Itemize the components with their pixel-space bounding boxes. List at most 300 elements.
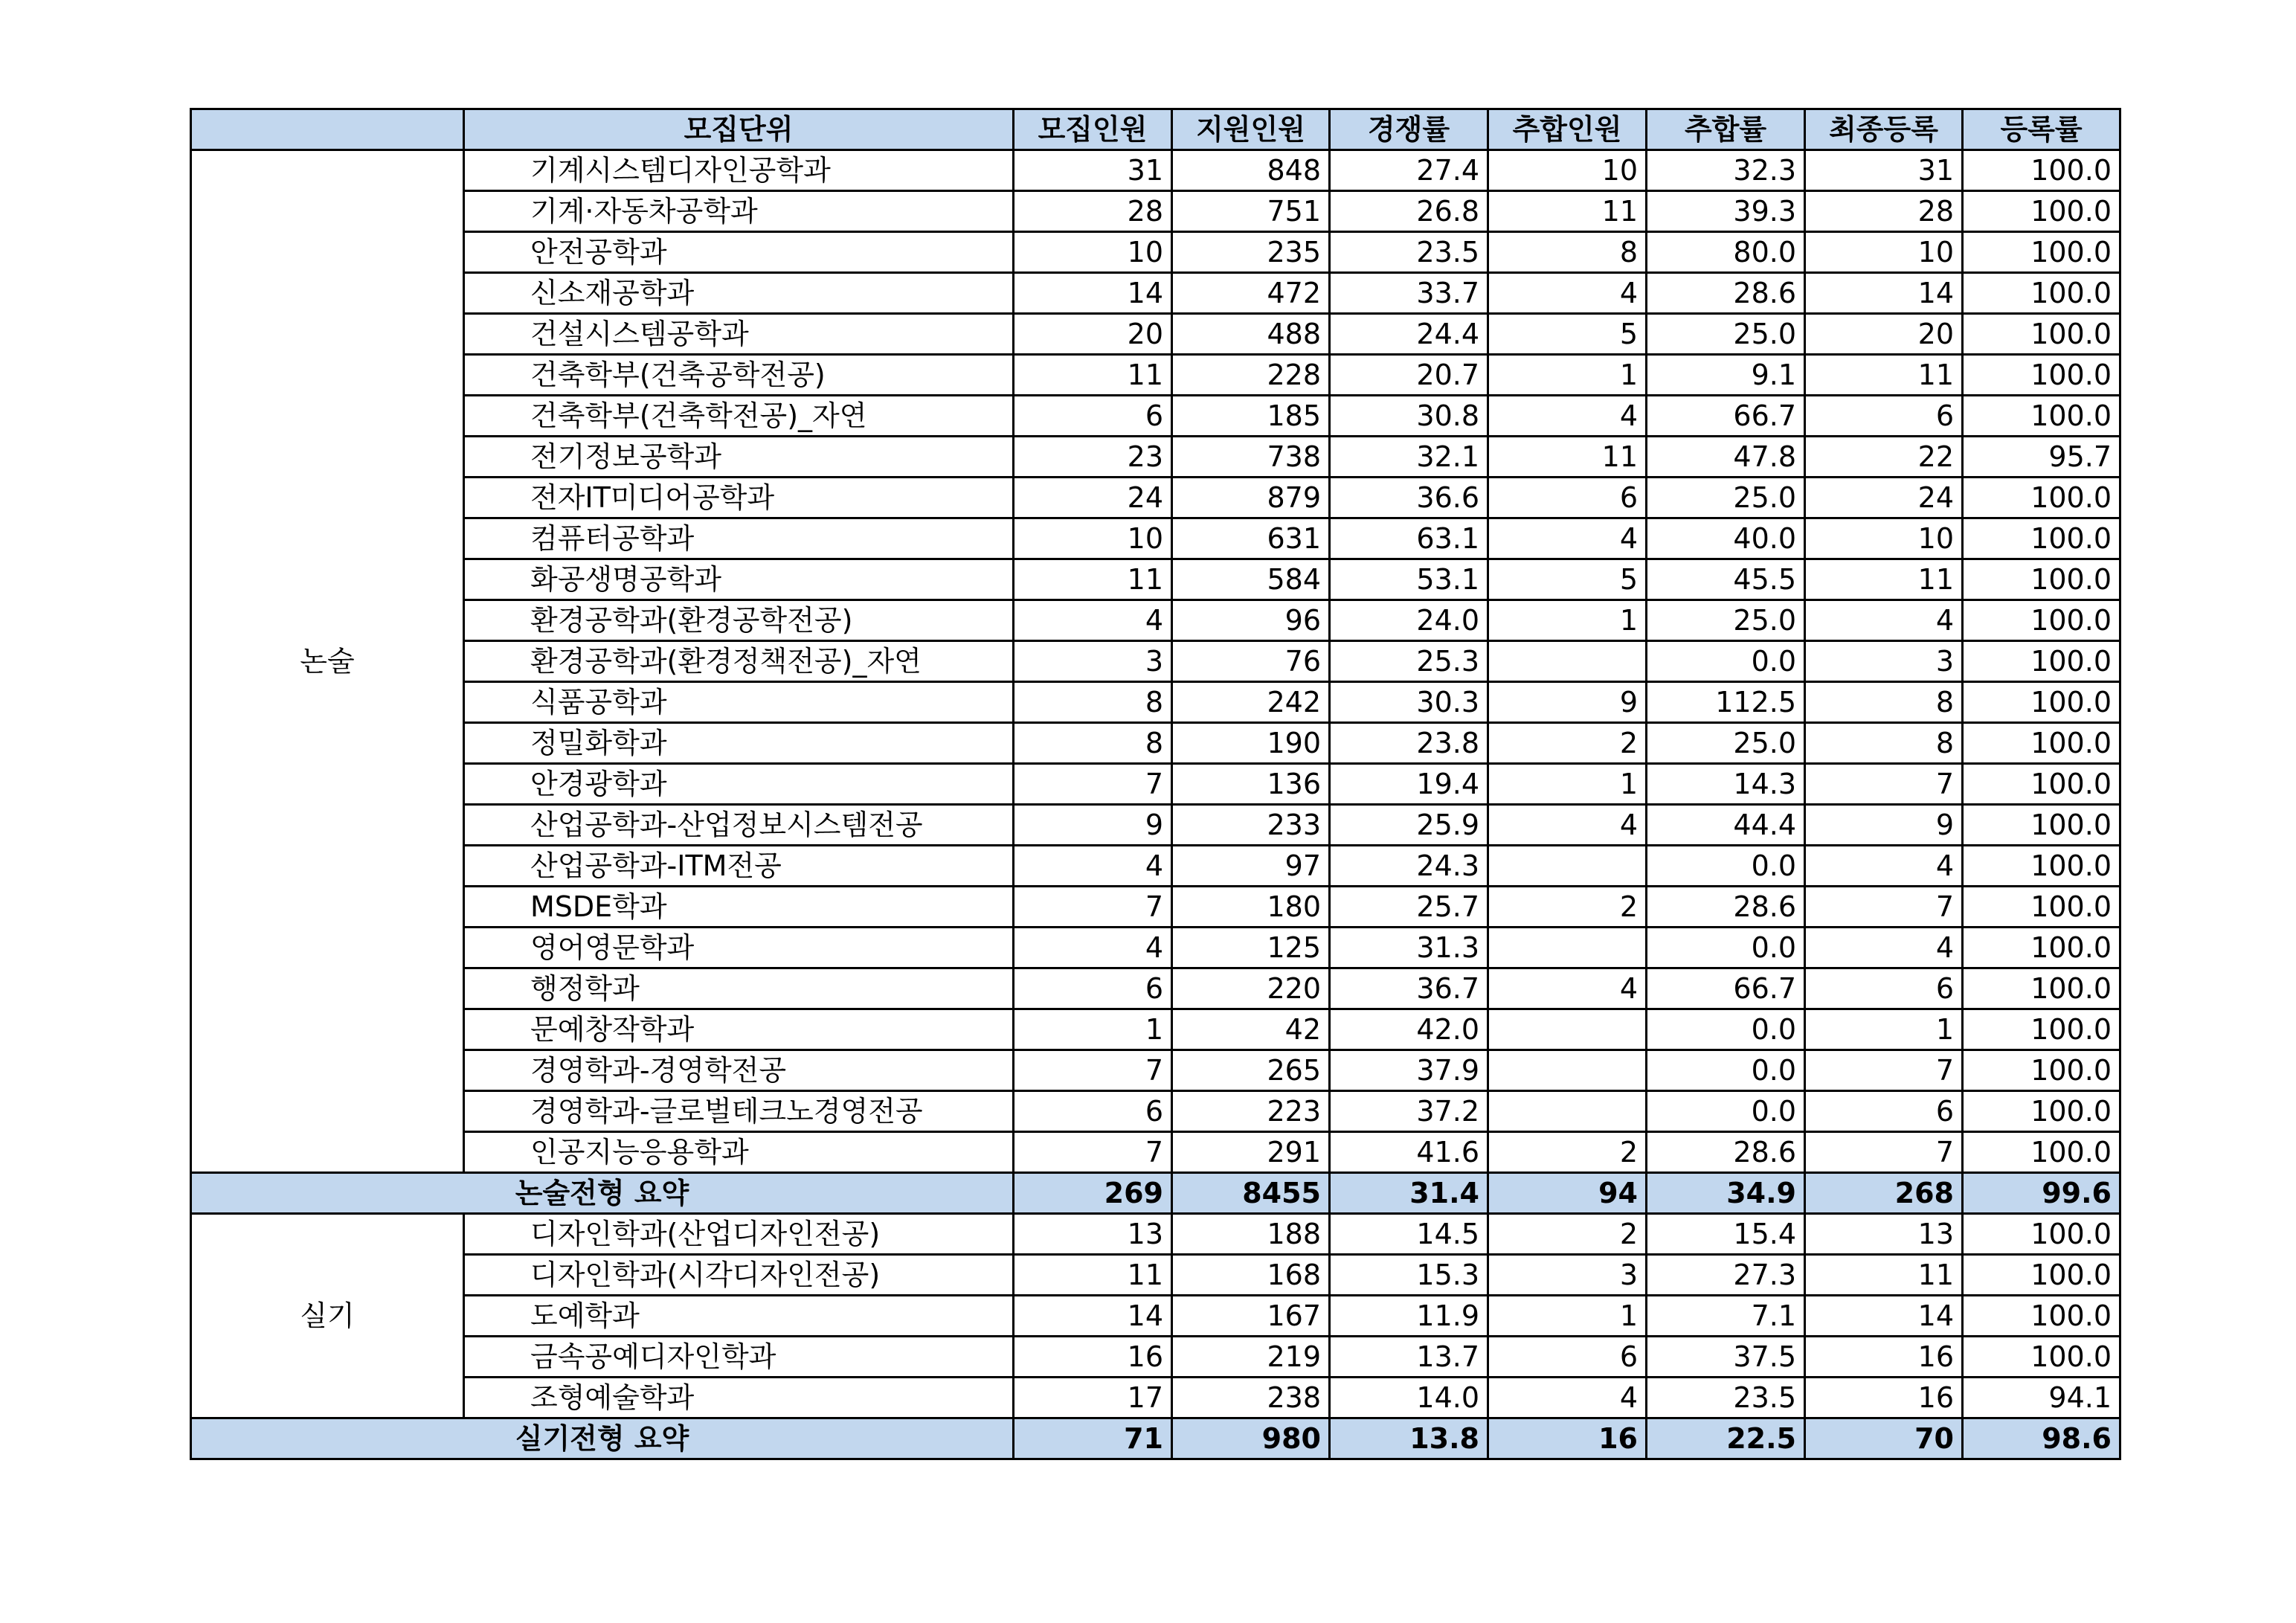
quota-cell: 4 bbox=[1014, 928, 1172, 968]
quota-cell: 4 bbox=[1014, 846, 1172, 887]
extra-admits-cell: 9 bbox=[1488, 682, 1647, 723]
quota-cell: 4 bbox=[1014, 600, 1172, 641]
unit-cell: 기계·자동차공학과 bbox=[464, 191, 1014, 232]
table-row bbox=[191, 600, 2120, 641]
unit-cell: 화공생명공학과 bbox=[464, 559, 1014, 600]
applicants-cell: 167 bbox=[1172, 1296, 1330, 1337]
final-registered-cell: 6 bbox=[1805, 396, 1963, 437]
unit-cell: 금속공예디자인학과 bbox=[464, 1337, 1014, 1378]
table-row bbox=[191, 1378, 2120, 1418]
extra-admits-cell: 8 bbox=[1488, 232, 1647, 273]
final-registered-cell: 6 bbox=[1805, 1091, 1963, 1132]
category-cell: 실기 bbox=[191, 1214, 464, 1418]
summary-applicants-cell: 8455 bbox=[1172, 1173, 1330, 1214]
extra-rate-cell: 9.1 bbox=[1647, 355, 1805, 396]
applicants-cell: 228 bbox=[1172, 355, 1330, 396]
header-final-registered: 최종등록 bbox=[1805, 109, 1963, 150]
extra-admits-cell: 2 bbox=[1488, 887, 1647, 928]
registration-rate-cell: 100.0 bbox=[1963, 559, 2120, 600]
competition-cell: 33.7 bbox=[1330, 273, 1488, 314]
final-registered-cell: 7 bbox=[1805, 887, 1963, 928]
extra-rate-cell: 0.0 bbox=[1647, 1091, 1805, 1132]
unit-cell: 전자IT미디어공학과 bbox=[464, 478, 1014, 518]
unit-cell: 건축학부(건축공학전공) bbox=[464, 355, 1014, 396]
extra-admits-cell: 4 bbox=[1488, 273, 1647, 314]
header-registration-rate: 등록률 bbox=[1963, 109, 2120, 150]
header-row bbox=[191, 109, 2120, 150]
competition-cell: 25.3 bbox=[1330, 641, 1488, 682]
extra-admits-cell bbox=[1488, 846, 1647, 887]
table-row bbox=[191, 1009, 2120, 1050]
competition-cell: 63.1 bbox=[1330, 518, 1488, 559]
unit-cell: 디자인학과(시각디자인전공) bbox=[464, 1255, 1014, 1296]
extra-admits-cell bbox=[1488, 928, 1647, 968]
extra-rate-cell: 0.0 bbox=[1647, 928, 1805, 968]
extra-admits-cell: 1 bbox=[1488, 355, 1647, 396]
summary-final-registered-cell: 70 bbox=[1805, 1418, 1963, 1459]
unit-cell: 건설시스템공학과 bbox=[464, 314, 1014, 355]
registration-rate-cell: 100.0 bbox=[1963, 273, 2120, 314]
quota-cell: 6 bbox=[1014, 968, 1172, 1009]
registration-rate-cell: 100.0 bbox=[1963, 355, 2120, 396]
unit-cell: 건축학부(건축학전공)_자연 bbox=[464, 396, 1014, 437]
final-registered-cell: 8 bbox=[1805, 723, 1963, 764]
competition-cell: 24.0 bbox=[1330, 600, 1488, 641]
applicants-cell: 848 bbox=[1172, 150, 1330, 191]
extra-admits-cell: 5 bbox=[1488, 314, 1647, 355]
table-row bbox=[191, 437, 2120, 478]
table-row bbox=[191, 191, 2120, 232]
extra-admits-cell: 10 bbox=[1488, 150, 1647, 191]
quota-cell: 8 bbox=[1014, 682, 1172, 723]
unit-cell: 경영학과-경영학전공 bbox=[464, 1050, 1014, 1091]
table-row bbox=[191, 314, 2120, 355]
quota-cell: 1 bbox=[1014, 1009, 1172, 1050]
extra-admits-cell bbox=[1488, 641, 1647, 682]
unit-cell: 조형예술학과 bbox=[464, 1378, 1014, 1418]
extra-rate-cell: 25.0 bbox=[1647, 314, 1805, 355]
extra-rate-cell: 44.4 bbox=[1647, 805, 1805, 846]
registration-rate-cell: 100.0 bbox=[1963, 150, 2120, 191]
applicants-cell: 190 bbox=[1172, 723, 1330, 764]
quota-cell: 11 bbox=[1014, 355, 1172, 396]
competition-cell: 36.7 bbox=[1330, 968, 1488, 1009]
unit-cell: MSDE학과 bbox=[464, 887, 1014, 928]
applicants-cell: 472 bbox=[1172, 273, 1330, 314]
competition-cell: 36.6 bbox=[1330, 478, 1488, 518]
table-row bbox=[191, 150, 2120, 191]
unit-cell: 식품공학과 bbox=[464, 682, 1014, 723]
extra-rate-cell: 25.0 bbox=[1647, 723, 1805, 764]
final-registered-cell: 20 bbox=[1805, 314, 1963, 355]
competition-cell: 25.7 bbox=[1330, 887, 1488, 928]
unit-cell: 기계시스템디자인공학과 bbox=[464, 150, 1014, 191]
table-row bbox=[191, 887, 2120, 928]
competition-cell: 30.3 bbox=[1330, 682, 1488, 723]
final-registered-cell: 14 bbox=[1805, 273, 1963, 314]
registration-rate-cell: 100.0 bbox=[1963, 764, 2120, 805]
competition-cell: 25.9 bbox=[1330, 805, 1488, 846]
registration-rate-cell: 100.0 bbox=[1963, 232, 2120, 273]
final-registered-cell: 13 bbox=[1805, 1214, 1963, 1255]
applicants-cell: 136 bbox=[1172, 764, 1330, 805]
applicants-cell: 751 bbox=[1172, 191, 1330, 232]
quota-cell: 7 bbox=[1014, 887, 1172, 928]
extra-admits-cell: 6 bbox=[1488, 478, 1647, 518]
final-registered-cell: 6 bbox=[1805, 968, 1963, 1009]
table-row bbox=[191, 1050, 2120, 1091]
extra-rate-cell: 7.1 bbox=[1647, 1296, 1805, 1337]
extra-rate-cell: 0.0 bbox=[1647, 1050, 1805, 1091]
header-applicants: 지원인원 bbox=[1172, 109, 1330, 150]
applicants-cell: 242 bbox=[1172, 682, 1330, 723]
registration-rate-cell: 100.0 bbox=[1963, 928, 2120, 968]
extra-rate-cell: 32.3 bbox=[1647, 150, 1805, 191]
unit-cell: 환경공학과(환경정책전공)_자연 bbox=[464, 641, 1014, 682]
summary-quota-cell: 269 bbox=[1014, 1173, 1172, 1214]
summary-competition-cell: 31.4 bbox=[1330, 1173, 1488, 1214]
admission-results-table bbox=[190, 108, 2121, 1460]
final-registered-cell: 7 bbox=[1805, 1050, 1963, 1091]
quota-cell: 31 bbox=[1014, 150, 1172, 191]
header-extra-admits: 추합인원 bbox=[1488, 109, 1647, 150]
competition-cell: 19.4 bbox=[1330, 764, 1488, 805]
table-row bbox=[191, 559, 2120, 600]
extra-admits-cell: 11 bbox=[1488, 437, 1647, 478]
final-registered-cell: 24 bbox=[1805, 478, 1963, 518]
registration-rate-cell: 100.0 bbox=[1963, 887, 2120, 928]
table-row bbox=[191, 396, 2120, 437]
extra-admits-cell: 4 bbox=[1488, 1378, 1647, 1418]
applicants-cell: 265 bbox=[1172, 1050, 1330, 1091]
extra-admits-cell: 6 bbox=[1488, 1337, 1647, 1378]
registration-rate-cell: 100.0 bbox=[1963, 1214, 2120, 1255]
registration-rate-cell: 100.0 bbox=[1963, 1132, 2120, 1173]
registration-rate-cell: 100.0 bbox=[1963, 314, 2120, 355]
table-row bbox=[191, 232, 2120, 273]
unit-cell: 산업공학과-ITM전공 bbox=[464, 846, 1014, 887]
final-registered-cell: 8 bbox=[1805, 682, 1963, 723]
registration-rate-cell: 95.7 bbox=[1963, 437, 2120, 478]
unit-cell: 인공지능응용학과 bbox=[464, 1132, 1014, 1173]
final-registered-cell: 4 bbox=[1805, 600, 1963, 641]
table-row bbox=[191, 1132, 2120, 1173]
unit-cell: 디자인학과(산업디자인전공) bbox=[464, 1214, 1014, 1255]
final-registered-cell: 22 bbox=[1805, 437, 1963, 478]
quota-cell: 13 bbox=[1014, 1214, 1172, 1255]
applicants-cell: 180 bbox=[1172, 887, 1330, 928]
summary-label: 논술전형 요약 bbox=[191, 1173, 1014, 1214]
unit-cell: 영어영문학과 bbox=[464, 928, 1014, 968]
table-row bbox=[191, 1296, 2120, 1337]
header-category bbox=[191, 109, 464, 150]
final-registered-cell: 4 bbox=[1805, 846, 1963, 887]
unit-cell: 신소재공학과 bbox=[464, 273, 1014, 314]
quota-cell: 10 bbox=[1014, 232, 1172, 273]
competition-cell: 14.0 bbox=[1330, 1378, 1488, 1418]
table-row bbox=[191, 478, 2120, 518]
quota-cell: 14 bbox=[1014, 1296, 1172, 1337]
final-registered-cell: 7 bbox=[1805, 764, 1963, 805]
final-registered-cell: 11 bbox=[1805, 559, 1963, 600]
registration-rate-cell: 100.0 bbox=[1963, 805, 2120, 846]
table-row bbox=[191, 968, 2120, 1009]
unit-cell: 전기정보공학과 bbox=[464, 437, 1014, 478]
applicants-cell: 96 bbox=[1172, 600, 1330, 641]
competition-cell: 42.0 bbox=[1330, 1009, 1488, 1050]
extra-admits-cell: 4 bbox=[1488, 968, 1647, 1009]
competition-cell: 26.8 bbox=[1330, 191, 1488, 232]
competition-cell: 32.1 bbox=[1330, 437, 1488, 478]
applicants-cell: 488 bbox=[1172, 314, 1330, 355]
extra-rate-cell: 28.6 bbox=[1647, 273, 1805, 314]
extra-admits-cell bbox=[1488, 1009, 1647, 1050]
extra-rate-cell: 66.7 bbox=[1647, 968, 1805, 1009]
quota-cell: 17 bbox=[1014, 1378, 1172, 1418]
final-registered-cell: 1 bbox=[1805, 1009, 1963, 1050]
extra-admits-cell: 3 bbox=[1488, 1255, 1647, 1296]
header-quota: 모집인원 bbox=[1014, 109, 1172, 150]
extra-admits-cell: 11 bbox=[1488, 191, 1647, 232]
applicants-cell: 76 bbox=[1172, 641, 1330, 682]
final-registered-cell: 11 bbox=[1805, 355, 1963, 396]
competition-cell: 14.5 bbox=[1330, 1214, 1488, 1255]
quota-cell: 23 bbox=[1014, 437, 1172, 478]
final-registered-cell: 10 bbox=[1805, 518, 1963, 559]
unit-cell: 문예창작학과 bbox=[464, 1009, 1014, 1050]
registration-rate-cell: 100.0 bbox=[1963, 1255, 2120, 1296]
quota-cell: 11 bbox=[1014, 559, 1172, 600]
registration-rate-cell: 100.0 bbox=[1963, 396, 2120, 437]
final-registered-cell: 14 bbox=[1805, 1296, 1963, 1337]
applicants-cell: 185 bbox=[1172, 396, 1330, 437]
applicants-cell: 238 bbox=[1172, 1378, 1330, 1418]
summary-competition-cell: 13.8 bbox=[1330, 1418, 1488, 1459]
summary-extra-rate-cell: 22.5 bbox=[1647, 1418, 1805, 1459]
extra-rate-cell: 28.6 bbox=[1647, 1132, 1805, 1173]
registration-rate-cell: 100.0 bbox=[1963, 1337, 2120, 1378]
extra-rate-cell: 40.0 bbox=[1647, 518, 1805, 559]
final-registered-cell: 3 bbox=[1805, 641, 1963, 682]
applicants-cell: 42 bbox=[1172, 1009, 1330, 1050]
summary-extra-admits-cell: 94 bbox=[1488, 1173, 1647, 1214]
table-row bbox=[191, 1337, 2120, 1378]
table-row bbox=[191, 723, 2120, 764]
unit-cell: 도예학과 bbox=[464, 1296, 1014, 1337]
quota-cell: 3 bbox=[1014, 641, 1172, 682]
summary-row bbox=[191, 1173, 2120, 1214]
quota-cell: 28 bbox=[1014, 191, 1172, 232]
summary-applicants-cell: 980 bbox=[1172, 1418, 1330, 1459]
quota-cell: 7 bbox=[1014, 1050, 1172, 1091]
competition-cell: 37.2 bbox=[1330, 1091, 1488, 1132]
applicants-cell: 631 bbox=[1172, 518, 1330, 559]
registration-rate-cell: 94.1 bbox=[1963, 1378, 2120, 1418]
competition-cell: 24.4 bbox=[1330, 314, 1488, 355]
table-row bbox=[191, 641, 2120, 682]
table-row bbox=[191, 805, 2120, 846]
applicants-cell: 235 bbox=[1172, 232, 1330, 273]
table-body bbox=[191, 150, 2120, 1459]
table-row bbox=[191, 355, 2120, 396]
table-row bbox=[191, 273, 2120, 314]
applicants-cell: 879 bbox=[1172, 478, 1330, 518]
applicants-cell: 584 bbox=[1172, 559, 1330, 600]
extra-rate-cell: 0.0 bbox=[1647, 641, 1805, 682]
extra-rate-cell: 39.3 bbox=[1647, 191, 1805, 232]
final-registered-cell: 16 bbox=[1805, 1378, 1963, 1418]
competition-cell: 27.4 bbox=[1330, 150, 1488, 191]
extra-admits-cell: 5 bbox=[1488, 559, 1647, 600]
competition-cell: 23.8 bbox=[1330, 723, 1488, 764]
extra-admits-cell: 1 bbox=[1488, 600, 1647, 641]
header-unit: 모집단위 bbox=[464, 109, 1014, 150]
summary-row bbox=[191, 1418, 2120, 1459]
extra-rate-cell: 14.3 bbox=[1647, 764, 1805, 805]
quota-cell: 11 bbox=[1014, 1255, 1172, 1296]
extra-rate-cell: 0.0 bbox=[1647, 846, 1805, 887]
applicants-cell: 219 bbox=[1172, 1337, 1330, 1378]
extra-rate-cell: 27.3 bbox=[1647, 1255, 1805, 1296]
summary-label: 실기전형 요약 bbox=[191, 1418, 1014, 1459]
quota-cell: 7 bbox=[1014, 1132, 1172, 1173]
unit-cell: 행정학과 bbox=[464, 968, 1014, 1009]
extra-rate-cell: 25.0 bbox=[1647, 600, 1805, 641]
extra-admits-cell bbox=[1488, 1091, 1647, 1132]
unit-cell: 안경광학과 bbox=[464, 764, 1014, 805]
summary-extra-rate-cell: 34.9 bbox=[1647, 1173, 1805, 1214]
quota-cell: 10 bbox=[1014, 518, 1172, 559]
applicants-cell: 188 bbox=[1172, 1214, 1330, 1255]
final-registered-cell: 4 bbox=[1805, 928, 1963, 968]
summary-registration-rate-cell: 98.6 bbox=[1963, 1418, 2120, 1459]
table-row bbox=[191, 846, 2120, 887]
quota-cell: 24 bbox=[1014, 478, 1172, 518]
unit-cell: 컴퓨터공학과 bbox=[464, 518, 1014, 559]
final-registered-cell: 9 bbox=[1805, 805, 1963, 846]
applicants-cell: 223 bbox=[1172, 1091, 1330, 1132]
extra-rate-cell: 80.0 bbox=[1647, 232, 1805, 273]
competition-cell: 37.9 bbox=[1330, 1050, 1488, 1091]
final-registered-cell: 10 bbox=[1805, 232, 1963, 273]
quota-cell: 16 bbox=[1014, 1337, 1172, 1378]
quota-cell: 14 bbox=[1014, 273, 1172, 314]
unit-cell: 정밀화학과 bbox=[464, 723, 1014, 764]
table-row bbox=[191, 1214, 2120, 1255]
competition-cell: 23.5 bbox=[1330, 232, 1488, 273]
extra-admits-cell: 2 bbox=[1488, 1132, 1647, 1173]
quota-cell: 7 bbox=[1014, 764, 1172, 805]
registration-rate-cell: 100.0 bbox=[1963, 682, 2120, 723]
applicants-cell: 738 bbox=[1172, 437, 1330, 478]
extra-rate-cell: 15.4 bbox=[1647, 1214, 1805, 1255]
registration-rate-cell: 100.0 bbox=[1963, 846, 2120, 887]
final-registered-cell: 16 bbox=[1805, 1337, 1963, 1378]
competition-cell: 31.3 bbox=[1330, 928, 1488, 968]
competition-cell: 41.6 bbox=[1330, 1132, 1488, 1173]
competition-cell: 11.9 bbox=[1330, 1296, 1488, 1337]
summary-final-registered-cell: 268 bbox=[1805, 1173, 1963, 1214]
registration-rate-cell: 100.0 bbox=[1963, 641, 2120, 682]
summary-quota-cell: 71 bbox=[1014, 1418, 1172, 1459]
final-registered-cell: 31 bbox=[1805, 150, 1963, 191]
competition-cell: 24.3 bbox=[1330, 846, 1488, 887]
final-registered-cell: 11 bbox=[1805, 1255, 1963, 1296]
applicants-cell: 291 bbox=[1172, 1132, 1330, 1173]
category-cell: 논술 bbox=[191, 150, 464, 1173]
registration-rate-cell: 100.0 bbox=[1963, 191, 2120, 232]
extra-rate-cell: 66.7 bbox=[1647, 396, 1805, 437]
extra-rate-cell: 23.5 bbox=[1647, 1378, 1805, 1418]
applicants-cell: 97 bbox=[1172, 846, 1330, 887]
registration-rate-cell: 100.0 bbox=[1963, 1009, 2120, 1050]
table-row bbox=[191, 1091, 2120, 1132]
extra-admits-cell: 1 bbox=[1488, 1296, 1647, 1337]
registration-rate-cell: 100.0 bbox=[1963, 968, 2120, 1009]
quota-cell: 6 bbox=[1014, 1091, 1172, 1132]
applicants-cell: 233 bbox=[1172, 805, 1330, 846]
extra-admits-cell bbox=[1488, 1050, 1647, 1091]
applicants-cell: 168 bbox=[1172, 1255, 1330, 1296]
extra-admits-cell: 4 bbox=[1488, 805, 1647, 846]
summary-registration-rate-cell: 99.6 bbox=[1963, 1173, 2120, 1214]
unit-cell: 산업공학과-산업정보시스템전공 bbox=[464, 805, 1014, 846]
quota-cell: 6 bbox=[1014, 396, 1172, 437]
applicants-cell: 125 bbox=[1172, 928, 1330, 968]
registration-rate-cell: 100.0 bbox=[1963, 723, 2120, 764]
header-competition: 경쟁률 bbox=[1330, 109, 1488, 150]
registration-rate-cell: 100.0 bbox=[1963, 1296, 2120, 1337]
table-row bbox=[191, 1255, 2120, 1296]
competition-cell: 13.7 bbox=[1330, 1337, 1488, 1378]
registration-rate-cell: 100.0 bbox=[1963, 478, 2120, 518]
quota-cell: 8 bbox=[1014, 723, 1172, 764]
quota-cell: 9 bbox=[1014, 805, 1172, 846]
registration-rate-cell: 100.0 bbox=[1963, 1091, 2120, 1132]
summary-extra-admits-cell: 16 bbox=[1488, 1418, 1647, 1459]
table-row bbox=[191, 518, 2120, 559]
applicants-cell: 220 bbox=[1172, 968, 1330, 1009]
competition-cell: 53.1 bbox=[1330, 559, 1488, 600]
extra-admits-cell: 1 bbox=[1488, 764, 1647, 805]
unit-cell: 경영학과-글로벌테크노경영전공 bbox=[464, 1091, 1014, 1132]
header-extra-rate: 추합률 bbox=[1647, 109, 1805, 150]
final-registered-cell: 7 bbox=[1805, 1132, 1963, 1173]
table-row bbox=[191, 764, 2120, 805]
extra-rate-cell: 28.6 bbox=[1647, 887, 1805, 928]
unit-cell: 안전공학과 bbox=[464, 232, 1014, 273]
registration-rate-cell: 100.0 bbox=[1963, 600, 2120, 641]
extra-rate-cell: 47.8 bbox=[1647, 437, 1805, 478]
registration-rate-cell: 100.0 bbox=[1963, 518, 2120, 559]
quota-cell: 20 bbox=[1014, 314, 1172, 355]
competition-cell: 30.8 bbox=[1330, 396, 1488, 437]
extra-rate-cell: 0.0 bbox=[1647, 1009, 1805, 1050]
extra-admits-cell: 4 bbox=[1488, 518, 1647, 559]
competition-cell: 20.7 bbox=[1330, 355, 1488, 396]
extra-rate-cell: 112.5 bbox=[1647, 682, 1805, 723]
table-row bbox=[191, 928, 2120, 968]
extra-rate-cell: 25.0 bbox=[1647, 478, 1805, 518]
unit-cell: 환경공학과(환경공학전공) bbox=[464, 600, 1014, 641]
extra-rate-cell: 37.5 bbox=[1647, 1337, 1805, 1378]
extra-admits-cell: 2 bbox=[1488, 723, 1647, 764]
registration-rate-cell: 100.0 bbox=[1963, 1050, 2120, 1091]
competition-cell: 15.3 bbox=[1330, 1255, 1488, 1296]
final-registered-cell: 28 bbox=[1805, 191, 1963, 232]
extra-rate-cell: 45.5 bbox=[1647, 559, 1805, 600]
table-row bbox=[191, 682, 2120, 723]
